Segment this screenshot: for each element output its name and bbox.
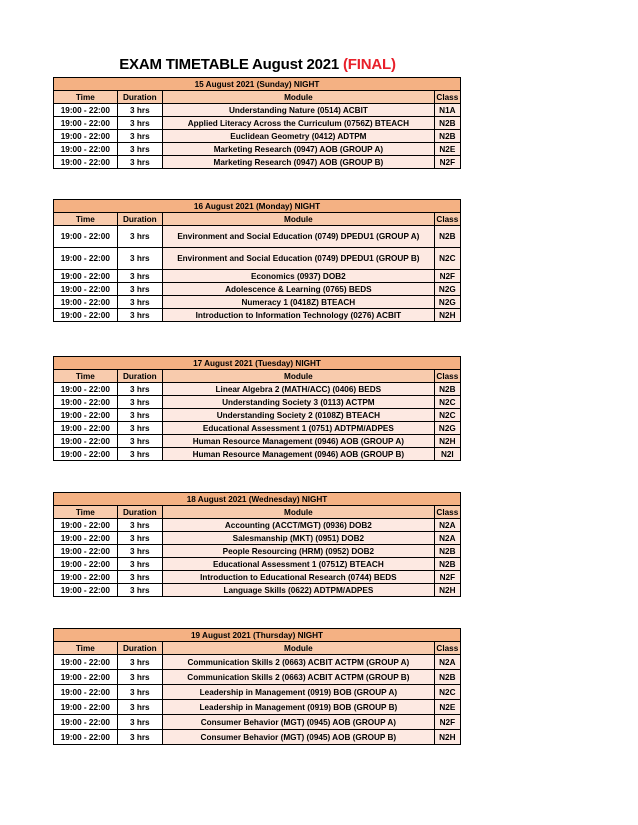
exam-duration: 3 hrs [117,532,162,545]
exam-class: N2B [434,117,460,130]
exam-duration: 3 hrs [117,571,162,584]
table-row [54,448,461,461]
table-row [54,519,461,532]
column-header-duration: Duration [117,91,162,104]
column-header-time: Time [54,91,118,104]
exam-class: N2H [434,584,460,597]
exam-time: 19:00 - 22:00 [54,730,118,745]
exam-class: N2H [434,730,460,745]
table-row [54,383,461,396]
table-row [54,730,461,745]
exam-time: 19:00 - 22:00 [54,396,118,409]
exam-time: 19:00 - 22:00 [54,435,118,448]
exam-time: 19:00 - 22:00 [54,283,118,296]
exam-module: Consumer Behavior (MGT) (0945) AOB (GROUP A) [163,715,435,730]
exam-time: 19:00 - 22:00 [54,270,118,283]
table-row [54,283,461,296]
exam-module: Communication Skills 2 (0663) ACBIT ACTPM (GROUP A) [163,655,435,670]
column-header-class: Class [434,642,460,655]
exam-module: Educational Assessment 1 (0751Z) BTEACH [163,558,435,571]
exam-duration: 3 hrs [117,130,162,143]
column-header-class: Class [434,213,460,226]
title-main: EXAM TIMETABLE August 2021 [119,56,340,73]
exam-time: 19:00 - 22:00 [54,685,118,700]
exam-module: Economics (0937) DOB2 [163,270,435,283]
exam-module: Language Skills (0622) ADTPM/ADPES [163,584,435,597]
exam-duration: 3 hrs [117,558,162,571]
column-header-module: Module [163,91,435,104]
table-row [54,715,461,730]
exam-module: People Resourcing (HRM) (0952) DOB2 [163,545,435,558]
exam-time: 19:00 - 22:00 [54,670,118,685]
day-table [53,492,461,597]
exam-duration: 3 hrs [117,309,162,322]
exam-duration: 3 hrs [117,104,162,117]
exam-class: N2B [434,383,460,396]
exam-class: N2E [434,143,460,156]
exam-class: N2C [434,409,460,422]
exam-time: 19:00 - 22:00 [54,532,118,545]
exam-module: Euclidean Geometry (0412) ADTPM [163,130,435,143]
exam-time: 19:00 - 22:00 [54,383,118,396]
exam-time: 19:00 - 22:00 [54,309,118,322]
exam-module: Marketing Research (0947) AOB (GROUP A) [163,143,435,156]
table-row [54,309,461,322]
table-row [54,532,461,545]
exam-class: N2I [434,448,460,461]
exam-module: Environment and Social Education (0749) DPEDU1 (GROUP A) [163,226,435,248]
exam-duration: 3 hrs [117,422,162,435]
table-row [54,296,461,309]
exam-time: 19:00 - 22:00 [54,558,118,571]
exam-time: 19:00 - 22:00 [54,296,118,309]
exam-time: 19:00 - 22:00 [54,117,118,130]
day-table [53,199,461,322]
exam-time: 19:00 - 22:00 [54,422,118,435]
table-row [54,422,461,435]
column-header-module: Module [163,506,435,519]
column-header-class: Class [434,91,460,104]
table-row [54,558,461,571]
table-row [54,270,461,283]
exam-class: N2C [434,685,460,700]
exam-module: Leadership in Management (0919) BOB (GROUP B) [163,700,435,715]
day-heading: 15 August 2021 (Sunday) NIGHT [54,78,461,91]
exam-class: N2G [434,283,460,296]
exam-module: Understanding Nature (0514) ACBIT [163,104,435,117]
exam-duration: 3 hrs [117,117,162,130]
exam-module: Consumer Behavior (MGT) (0945) AOB (GROUP B) [163,730,435,745]
day-table [53,628,461,745]
table-row [54,584,461,597]
exam-module: Educational Assessment 1 (0751) ADTPM/ADPES [163,422,435,435]
exam-module: Marketing Research (0947) AOB (GROUP B) [163,156,435,169]
exam-duration: 3 hrs [117,409,162,422]
exam-time: 19:00 - 22:00 [54,448,118,461]
exam-duration: 3 hrs [117,383,162,396]
table-row [54,545,461,558]
exam-module: Adolescence & Learning (0765) BEDS [163,283,435,296]
exam-module: Understanding Society 2 (0108Z) BTEACH [163,409,435,422]
day-heading: 18 August 2021 (Wednesday) NIGHT [54,493,461,506]
exam-duration: 3 hrs [117,715,162,730]
column-header-module: Module [163,642,435,655]
column-header-module: Module [163,213,435,226]
exam-module: Accounting (ACCT/MGT) (0936) DOB2 [163,519,435,532]
exam-duration: 3 hrs [117,700,162,715]
exam-class: N2A [434,519,460,532]
exam-duration: 3 hrs [117,655,162,670]
table-row [54,117,461,130]
column-header-module: Module [163,370,435,383]
exam-module: Environment and Social Education (0749) DPEDU1 (GROUP B) [163,248,435,270]
table-row [54,156,461,169]
column-header-duration: Duration [117,506,162,519]
exam-duration: 3 hrs [117,448,162,461]
exam-time: 19:00 - 22:00 [54,715,118,730]
exam-module: Salesmanship (MKT) (0951) DOB2 [163,532,435,545]
exam-class: N2B [434,226,460,248]
column-header-duration: Duration [117,370,162,383]
table-row [54,248,461,270]
exam-time: 19:00 - 22:00 [54,409,118,422]
exam-time: 19:00 - 22:00 [54,655,118,670]
exam-time: 19:00 - 22:00 [54,700,118,715]
day-table [53,77,461,169]
exam-time: 19:00 - 22:00 [54,519,118,532]
table-row [54,143,461,156]
exam-class: N2F [434,715,460,730]
exam-class: N2F [434,571,460,584]
day-heading: 19 August 2021 (Thursday) NIGHT [54,629,461,642]
title-status: (FINAL) [343,56,396,73]
page-title [53,56,462,73]
exam-class: N2B [434,670,460,685]
exam-class: N2A [434,532,460,545]
table-row [54,655,461,670]
exam-time: 19:00 - 22:00 [54,104,118,117]
exam-duration: 3 hrs [117,296,162,309]
day-table [53,356,461,461]
exam-module: Communication Skills 2 (0663) ACBIT ACTPM (GROUP B) [163,670,435,685]
exam-duration: 3 hrs [117,156,162,169]
exam-time: 19:00 - 22:00 [54,571,118,584]
exam-class: N2G [434,422,460,435]
exam-module: Leadership in Management (0919) BOB (GROUP A) [163,685,435,700]
column-header-class: Class [434,370,460,383]
exam-module: Human Resource Management (0946) AOB (GROUP B) [163,448,435,461]
exam-time: 19:00 - 22:00 [54,156,118,169]
exam-duration: 3 hrs [117,730,162,745]
exam-time: 19:00 - 22:00 [54,143,118,156]
exam-duration: 3 hrs [117,396,162,409]
table-row [54,700,461,715]
exam-duration: 3 hrs [117,435,162,448]
exam-duration: 3 hrs [117,519,162,532]
exam-duration: 3 hrs [117,584,162,597]
table-row [54,409,461,422]
column-header-duration: Duration [117,642,162,655]
exam-duration: 3 hrs [117,248,162,270]
column-header-time: Time [54,642,118,655]
exam-time: 19:00 - 22:00 [54,130,118,143]
exam-module: Introduction to Educational Research (0744) BEDS [163,571,435,584]
exam-class: N2B [434,130,460,143]
exam-module: Understanding Society 3 (0113) ACTPM [163,396,435,409]
exam-duration: 3 hrs [117,685,162,700]
exam-time: 19:00 - 22:00 [54,248,118,270]
exam-time: 19:00 - 22:00 [54,545,118,558]
exam-class: N2C [434,248,460,270]
table-row [54,396,461,409]
exam-module: Applied Literacy Across the Curriculum (0756Z) BTEACH [163,117,435,130]
table-row [54,130,461,143]
column-header-duration: Duration [117,213,162,226]
table-row [54,104,461,117]
exam-duration: 3 hrs [117,143,162,156]
column-header-time: Time [54,506,118,519]
exam-class: N2A [434,655,460,670]
exam-class: N2E [434,700,460,715]
table-row [54,670,461,685]
exam-class: N2B [434,558,460,571]
exam-class: N2F [434,156,460,169]
table-row [54,226,461,248]
exam-duration: 3 hrs [117,283,162,296]
exam-module: Linear Algebra 2 (MATH/ACC) (0406) BEDS [163,383,435,396]
table-row [54,685,461,700]
exam-time: 19:00 - 22:00 [54,584,118,597]
exam-class: N2C [434,396,460,409]
exam-duration: 3 hrs [117,270,162,283]
exam-class: N2H [434,309,460,322]
exam-class: N2H [434,435,460,448]
exam-class: N2G [434,296,460,309]
exam-module: Human Resource Management (0946) AOB (GROUP A) [163,435,435,448]
day-heading: 17 August 2021 (Tuesday) NIGHT [54,357,461,370]
exam-duration: 3 hrs [117,670,162,685]
exam-class: N2B [434,545,460,558]
day-heading: 16 August 2021 (Monday) NIGHT [54,200,461,213]
exam-module: Introduction to Information Technology (0276) ACBIT [163,309,435,322]
column-header-class: Class [434,506,460,519]
column-header-time: Time [54,213,118,226]
column-header-time: Time [54,370,118,383]
exam-module: Numeracy 1 (0418Z) BTEACH [163,296,435,309]
table-row [54,435,461,448]
exam-class: N2F [434,270,460,283]
exam-class: N1A [434,104,460,117]
table-row [54,571,461,584]
exam-duration: 3 hrs [117,226,162,248]
exam-time: 19:00 - 22:00 [54,226,118,248]
exam-duration: 3 hrs [117,545,162,558]
